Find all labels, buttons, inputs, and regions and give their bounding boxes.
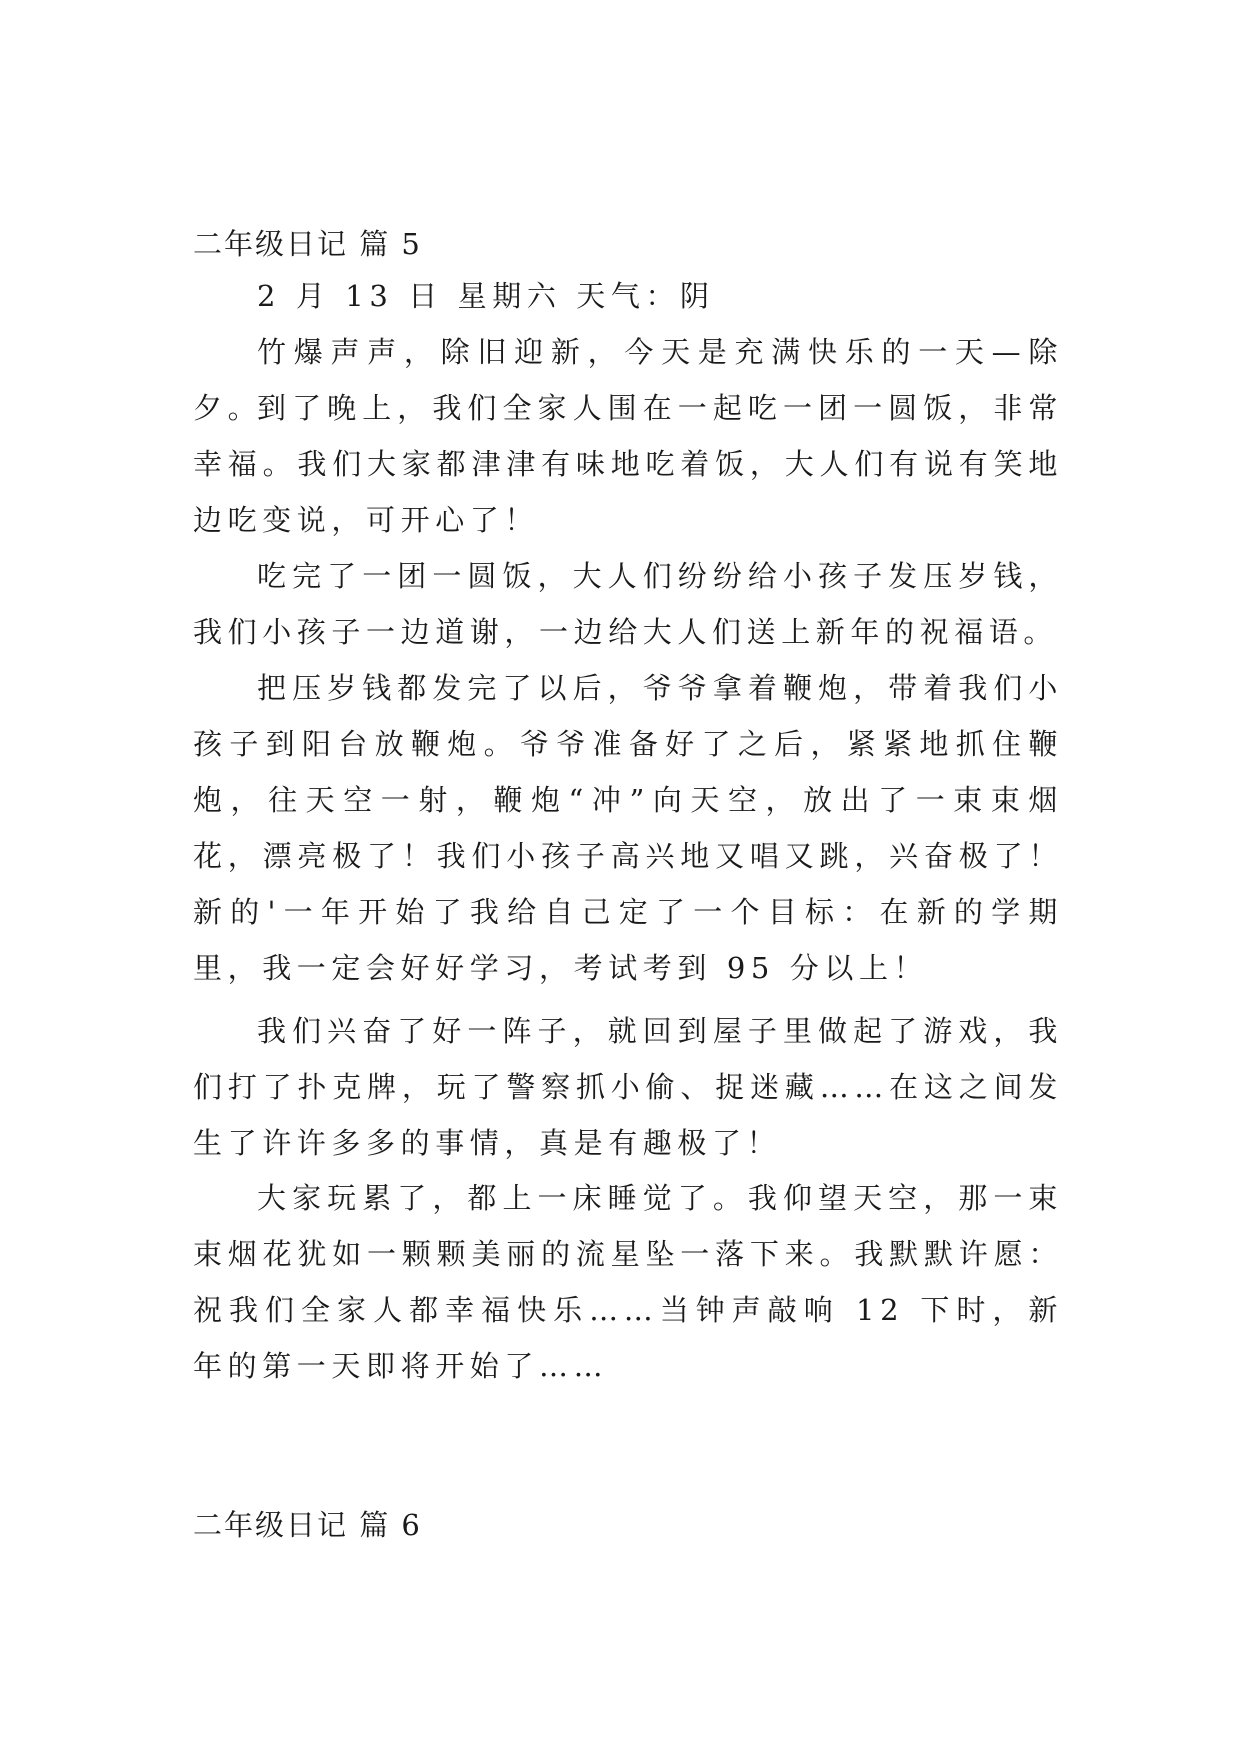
entry-5-date-line: 2 月 13 日 星期六 天气：阴 <box>257 279 715 313</box>
entry-5-paragraph-6: 大家玩累了，都上一床睡觉了。我仰望天空，那一束束烟花犹如一颗颗美丽的流星坠一落下来。我默默许愿：祝我们全家人都幸福快乐……当钟声敲响 12 下时，新年的第一天即将开始了…… <box>193 1181 1063 1383</box>
entry-5-paragraph-3: 吃完了一团一圆饭，大人们纷纷给小孩子发压岁钱，我们小孩子一边道谢，一边给大人们送上新年的祝福语。 <box>193 559 1063 649</box>
entry-5-paragraph-1: 竹爆声声，除旧迎新，今天是充满快乐的一天—除夕。 <box>193 335 1063 425</box>
entry-6-title: 二年级日记 篇 6 <box>193 1508 422 1542</box>
entry-5-paragraph-5: 我们兴奋了好一阵子，就回到屋子里做起了游戏，我们打了扑克牌，玩了警察抓小偷、捉迷藏……在这之间发生了许许多多的事情，真是有趣极了！ <box>193 1014 1063 1160</box>
entry-5-paragraph-4: 把压岁钱都发完了以后，爷爷拿着鞭炮，带着我们小孩子到阳台放鞭炮。爷爷准备好了之后，紧紧地抓住鞭炮，往天空一射，鞭炮“冲”向天空，放出了一束束烟花，漂亮极了！我们小孩子高兴地又唱又跳，兴奋极了！新的'一年开始了我给自己定了一个目标：在新的学期里，我一定会好好学习，考试考到 95 分以上！ <box>193 671 1063 985</box>
entry-5-title: 二年级日记 篇 5 <box>193 227 422 261</box>
entry-5-paragraph-2: 到了晚上，我们全家人围在一起吃一团一圆饭，非常幸福。我们大家都津津有味地吃着饭，大人们有说有笑地边吃变说，可开心了！ <box>193 391 1063 537</box>
